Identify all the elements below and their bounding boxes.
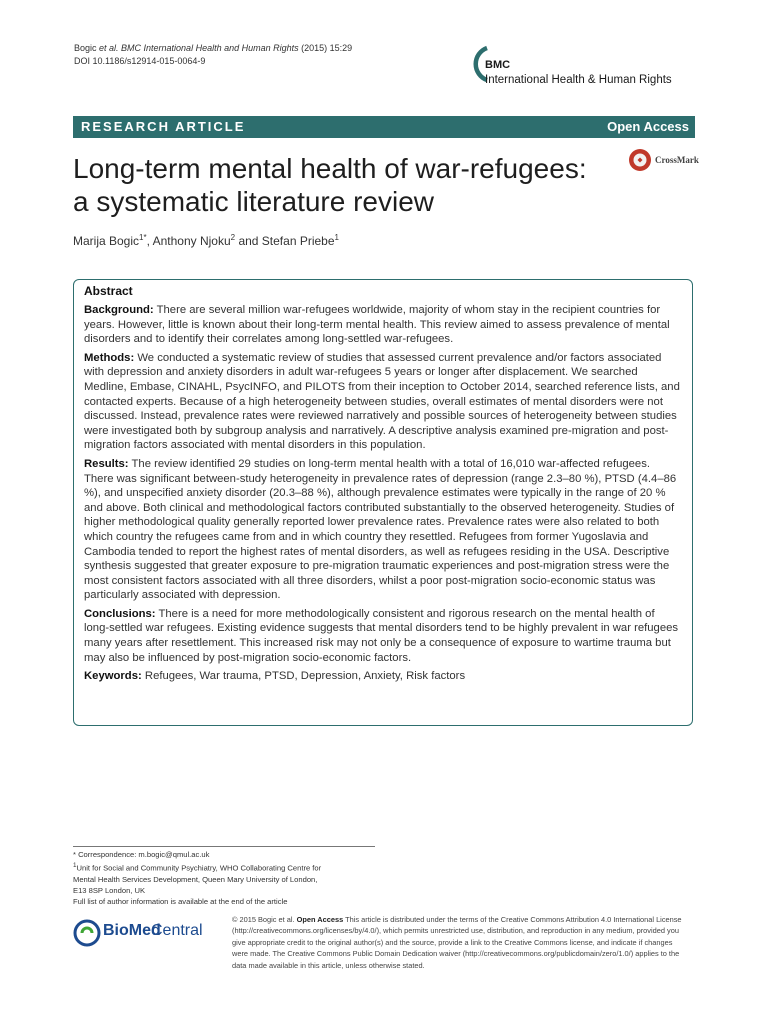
abstract-background: Background: There are several million war-refugees worldwide, majority of whom stay in the recipient countries for years. However, little is known about their long-term mental health. This review aimed to assess prevalence of mental disorders and to identify their correlates among long-settled war-refugees. [84, 304, 670, 346]
logo-journal-title: International Health & Human Rights [485, 74, 672, 86]
license-text: © 2015 Bogic et al. Open Access This article is distributed under the terms of the Creative Commons Attribution 4.0 International License (http://creativecommons.org/licenses/by/4.0/), which permits unrestricted use, distribution, and reproduction in any medium, provided you give appropriate credit to the original author(s) and the source, provide a link to the Creative Commons license, and indicate if changes were made. The Creative Commons Public Domain Dedication waiver (http://creativecommons.org/publicdomain/zero/1.0/) applies to the data made available in this article, unless otherwise stated. [232, 915, 682, 970]
article-type-banner [73, 116, 695, 138]
affiliation-line: E13 8SP London, UK [73, 885, 146, 895]
crossmark-label: CrossMark [655, 155, 699, 165]
author-list: Marija Bogic$^{1*}$, Anthony Njoku$^2$ and Stefan Priebe$^1$ [73, 233, 339, 248]
correspondence[interactable]: * Correspondence: m.bogic@qmul.ac.uk [73, 850, 210, 859]
footnote-divider [73, 846, 375, 847]
journal-name: et al. BMC International Health and Human Rights [99, 43, 299, 53]
abstract-results: Results: The review identified 29 studies on long-term mental health with a total of 16,010 war-affected refugees. There was significant between-study heterogeneity in prevalence rates of depression (range 2.3–80 %), PTSD (4.4–86 %), and unspecified anxiety disorder (20.3–88 %), although prevalence estimates were typically in the range of 20 % and above. Both clinical and methodological factors contributed substantially to the observed heterogeneity. Studies of higher methodological quality generally reported lower prevalence rates. Prevalence rates were also related to both which country the refugees came from and in which country they resettled. Refugees from former Yugoslavia and Cambodia tended to report the highest rates of mental disorders, as well as refugees residing in the USA. Descriptive synthesis suggested that greater exposure to pre-migration traumatic experiences and post-migration stress were the most consistent factors associated with all three disorders, whilst a poor post-migration socio-economic status was particularly associated with depression. [84, 457, 677, 602]
crossmark-icon [628, 148, 652, 172]
abstract-keywords: Keywords: Refugees, War trauma, PTSD, Depression, Anxiety, Risk factors [84, 670, 466, 683]
citation-line: Bogic et al. BMC International Health and Human Rights (2015) 15:29 [74, 43, 353, 53]
open-access-label: Open Access [607, 119, 689, 134]
crossmark-badge[interactable] [628, 148, 708, 174]
biomed-swirl-icon [73, 918, 103, 948]
abstract-box [73, 279, 693, 726]
abstract-methods: Methods: We conducted a systematic review of studies that assessed current prevalence and/or factors associated with depression and anxiety disorders in adult war-refugees 5 years or longer after displacement. We searched Medline, Embase, CINAHL, PsycINFO, and PILOTS from their inception to October 2014, searched reference lists, and contacted experts. Because of a high heterogeneity between studies, overall estimates of mental disorders were not discussed. Instead, prevalence rates were reviewed narratively and possible sources of heterogeneity between studies were investigated both by subgroup analysis and narratively. A descriptive analysis examined pre-migration and post-migration factors associated with mental disorders in this population. [84, 351, 680, 452]
author-link[interactable]: Marija Bogic [73, 234, 140, 248]
journal-logo[interactable] [472, 44, 702, 104]
publisher-logo[interactable]: BioMed Central [73, 918, 223, 948]
footnotes [73, 849, 383, 907]
article-type: RESEARCH ARTICLE [81, 119, 246, 134]
abstract-heading: Abstract [84, 284, 133, 298]
doi[interactable]: DOI 10.1186/s12914-015-0064-9 [74, 56, 206, 66]
citation-header [74, 42, 352, 68]
abstract-conclusions: Conclusions: There is a need for more methodologically consistent and rigorous research on the mental health of long-settled war refugees. Existing evidence suggests that mental disorders tend to be highly prevalent in war refugees many years after resettlement. This increased risk may not only be a consequence of exposure to wartime trauma but may also be influenced by post-migration socio-economic factors. [84, 607, 679, 664]
logo-bmc: BMC [485, 59, 511, 71]
affiliation-line: Mental Health Services Development, Queen Mary University of London, [73, 874, 318, 884]
affiliation-line: $^1$Unit for Social and Community Psychiatry, WHO Collaborating Centre for [73, 862, 322, 873]
author-info-note: Full list of author information is available at the end of the article [73, 896, 288, 906]
article-title: Long-term mental health of war-refugees: a systematic literature review [73, 153, 587, 217]
